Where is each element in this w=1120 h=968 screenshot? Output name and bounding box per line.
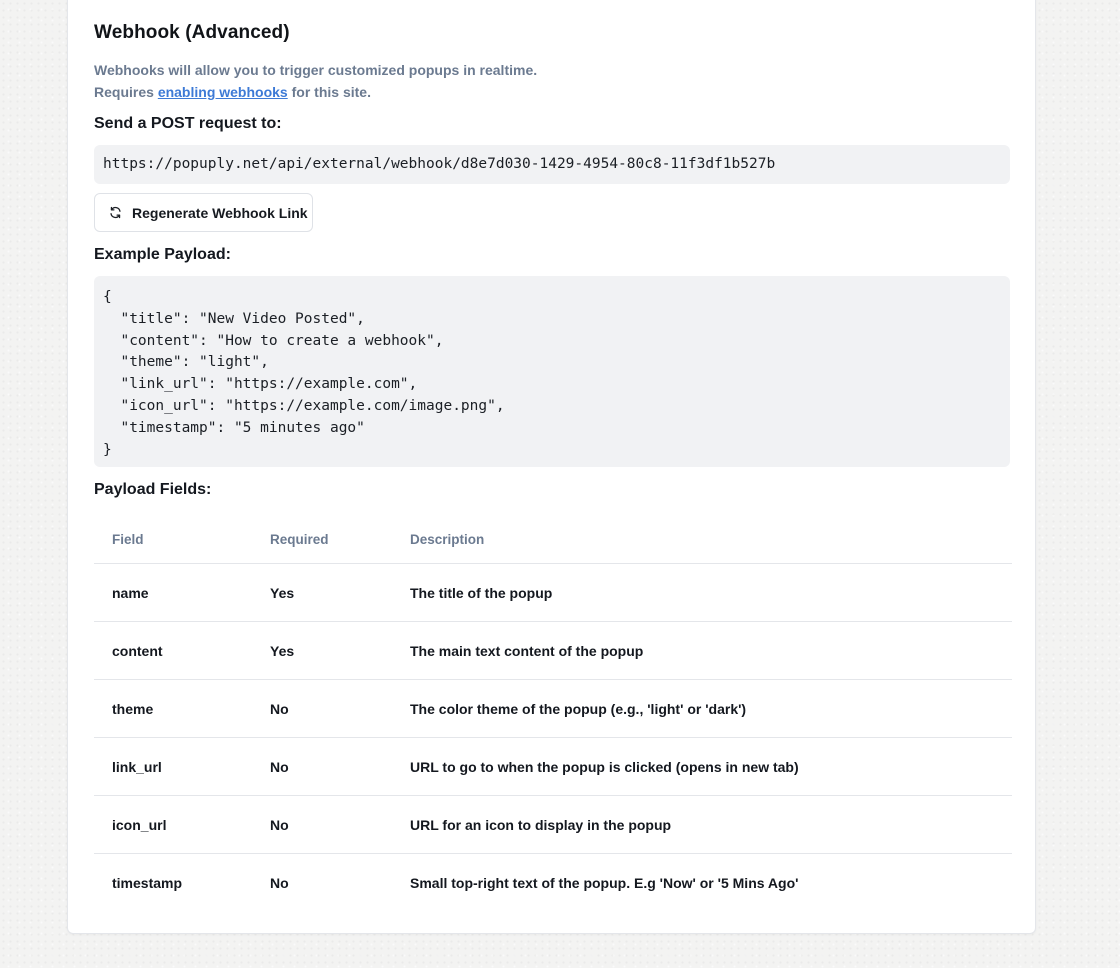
row-field: content — [94, 622, 252, 680]
table-row — [94, 854, 1012, 912]
payload-fields-label: Payload Fields: — [94, 481, 212, 498]
row-field: icon_url — [94, 796, 252, 854]
row-field: timestamp — [112, 874, 183, 891]
table-row — [94, 564, 1012, 622]
row-field: theme — [94, 680, 252, 738]
row-required: No — [252, 738, 392, 796]
row-required: No — [252, 796, 392, 854]
table-header-row — [94, 515, 1012, 564]
row-field: link_url — [94, 738, 252, 796]
table-row — [94, 622, 1012, 680]
example-payload-code: { "title": "New Video Posted", "content": "How to create a webhook", "theme": "light", "link_url": "https://example.com", "icon_url": "https://example.com/image.png", "timestamp": "5 minutes ago" } — [94, 276, 1010, 467]
webhook-url[interactable]: https://popuply.net/api/external/webhook/d8e7d030-1429-4954-80c8-11f3df1b527b — [94, 145, 1010, 184]
webhook-card — [67, 0, 1036, 934]
row-field: name — [94, 564, 252, 622]
description-line: Webhooks will allow you to trigger customized popups in realtime. — [94, 62, 538, 78]
section-title: Webhook (Advanced) — [94, 22, 290, 43]
section-description — [94, 59, 537, 103]
header-required: Required — [252, 515, 392, 564]
refresh-icon — [109, 206, 122, 219]
requires-line — [94, 81, 537, 103]
header-description: Description — [392, 515, 1012, 564]
table-row — [94, 680, 1012, 738]
enabling-webhooks-link[interactable]: enabling webhooks — [157, 84, 288, 100]
row-description: URL to go to when the popup is clicked (opens in new tab) — [392, 738, 1012, 796]
row-description: The main text content of the popup — [392, 622, 1012, 680]
row-required: Yes — [252, 564, 392, 622]
row-description: URL for an icon to display in the popup — [392, 796, 1012, 854]
requires-suffix: for this site. — [287, 84, 371, 100]
regenerate-label: Regenerate Webhook Link — [132, 204, 308, 221]
table-row — [94, 796, 1012, 854]
row-description: The title of the popup — [392, 564, 1012, 622]
header-field: Field — [94, 515, 252, 564]
row-required: No — [252, 680, 392, 738]
payload-fields-table — [94, 515, 1012, 911]
post-label: Send a POST request to: — [94, 115, 282, 132]
row-required: Yes — [252, 622, 392, 680]
example-payload-label: Example Payload: — [94, 246, 231, 263]
table-row — [94, 738, 1012, 796]
regenerate-webhook-button[interactable] — [94, 193, 313, 232]
row-required: No — [270, 874, 289, 891]
requires-prefix: Requires — [94, 84, 158, 100]
row-description: Small top-right text of the popup. E.g 'Now' or '5 Mins Ago' — [410, 874, 799, 891]
row-description: The color theme of the popup (e.g., 'light' or 'dark') — [392, 680, 1012, 738]
